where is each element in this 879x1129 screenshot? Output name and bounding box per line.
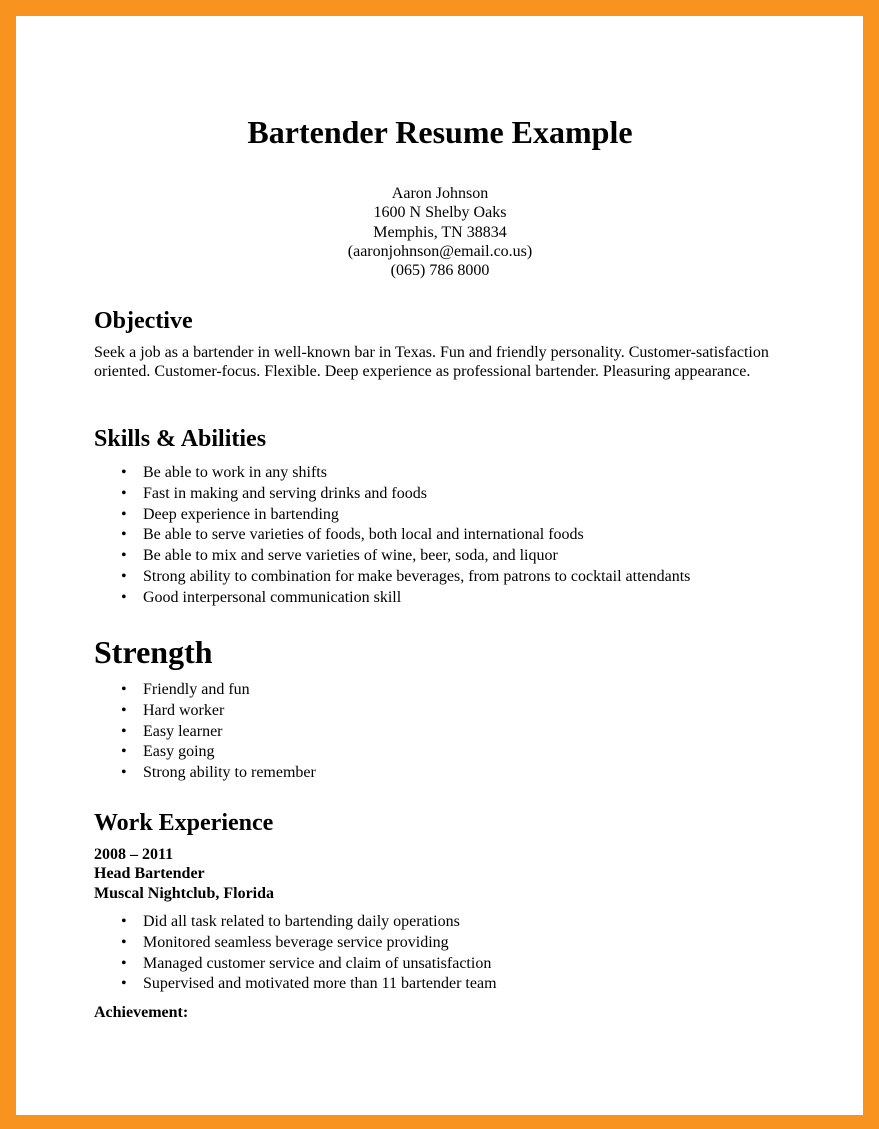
strength-heading: Strength <box>94 634 213 670</box>
bullet-icon: • <box>121 681 127 698</box>
resume-title: Bartender Resume Example <box>247 114 633 150</box>
achievement-label: Achievement: <box>94 1004 189 1021</box>
skill-text: Fast in making and serving drinks and foods <box>143 484 427 502</box>
list-item <box>94 463 690 484</box>
strength-text: Strong ability to remember <box>143 764 316 782</box>
list-item <box>94 546 690 567</box>
list-item <box>94 912 497 933</box>
bullet-icon: • <box>121 933 127 951</box>
list-item <box>94 567 690 588</box>
work-experience-heading: Work Experience <box>94 810 274 836</box>
list-item <box>94 484 690 505</box>
list-item <box>94 680 316 701</box>
bullet-icon: • <box>121 764 127 782</box>
skill-text: Be able to work in any shifts <box>143 464 327 481</box>
bullet-icon: • <box>121 505 127 523</box>
strength-list <box>94 680 316 784</box>
bullet-icon: • <box>121 547 127 565</box>
list-item <box>94 701 316 722</box>
list-item <box>94 763 316 784</box>
list-item <box>94 722 316 743</box>
strength-text: Hard worker <box>143 701 225 719</box>
job-period: 2008 – 2011 <box>94 846 174 863</box>
job-employer: Muscal Nightclub, Florida <box>94 884 275 902</box>
strength-text: Friendly and fun <box>143 681 250 698</box>
bullet-icon: • <box>121 588 127 606</box>
duty-text: Managed customer service and claim of unsatisfaction <box>143 954 492 972</box>
bullet-icon: • <box>121 743 127 761</box>
strength-text: Easy going <box>143 743 215 761</box>
list-item <box>94 505 690 526</box>
bullet-icon: • <box>121 464 127 481</box>
skill-text: Deep experience in bartending <box>143 505 339 523</box>
job-position: Head Bartender <box>94 865 205 883</box>
skill-text: Be able to mix and serve varieties of wine, beer, soda, and liquor <box>143 547 558 565</box>
list-item <box>94 742 316 763</box>
duty-text: Supervised and motivated more than 11 bartender team <box>143 975 497 993</box>
bullet-icon: • <box>121 913 127 930</box>
duty-text: Did all task related to bartending daily operations <box>143 913 460 930</box>
skill-text: Be able to serve varieties of foods, both local and international foods <box>143 526 584 544</box>
duty-text: Monitored seamless beverage service providing <box>143 933 449 951</box>
contact-email: (aaronjohnson@email.co.us) <box>347 242 533 260</box>
contact-block <box>94 184 786 280</box>
bullet-icon: • <box>121 722 127 740</box>
objective-heading: Objective <box>94 308 193 334</box>
bullet-icon: • <box>121 701 127 719</box>
skills-list <box>94 463 690 609</box>
job-header <box>94 845 274 903</box>
duties-list <box>94 912 497 995</box>
bullet-icon: • <box>121 975 127 993</box>
bullet-icon: • <box>121 526 127 544</box>
list-item <box>94 933 497 954</box>
contact-street: 1600 N Shelby Oaks <box>373 204 507 222</box>
skills-heading: Skills & Abilities <box>94 426 267 452</box>
bullet-icon: • <box>121 484 127 502</box>
contact-name: Aaron Johnson <box>391 185 489 202</box>
list-item <box>94 588 690 609</box>
bullet-icon: • <box>121 954 127 972</box>
contact-phone: (065) 786 8000 <box>390 262 490 280</box>
bullet-icon: • <box>121 567 127 585</box>
strength-text: Easy learner <box>143 722 223 740</box>
list-item <box>94 974 497 995</box>
skill-text: Strong ability to combination for make beverages, from patrons to cocktail attendants <box>143 567 691 585</box>
objective-text: Seek a job as a bartender in well-known bar in Texas. Fun and friendly personality. Customer-satisfaction oriented. Customer-focus. Flexible. Deep experience as professional bartender. Pleasuring appearance. <box>94 344 769 381</box>
list-item <box>94 525 690 546</box>
contact-city: Memphis, TN 38834 <box>373 223 507 241</box>
skill-text: Good interpersonal communication skill <box>143 588 402 606</box>
list-item <box>94 954 497 975</box>
